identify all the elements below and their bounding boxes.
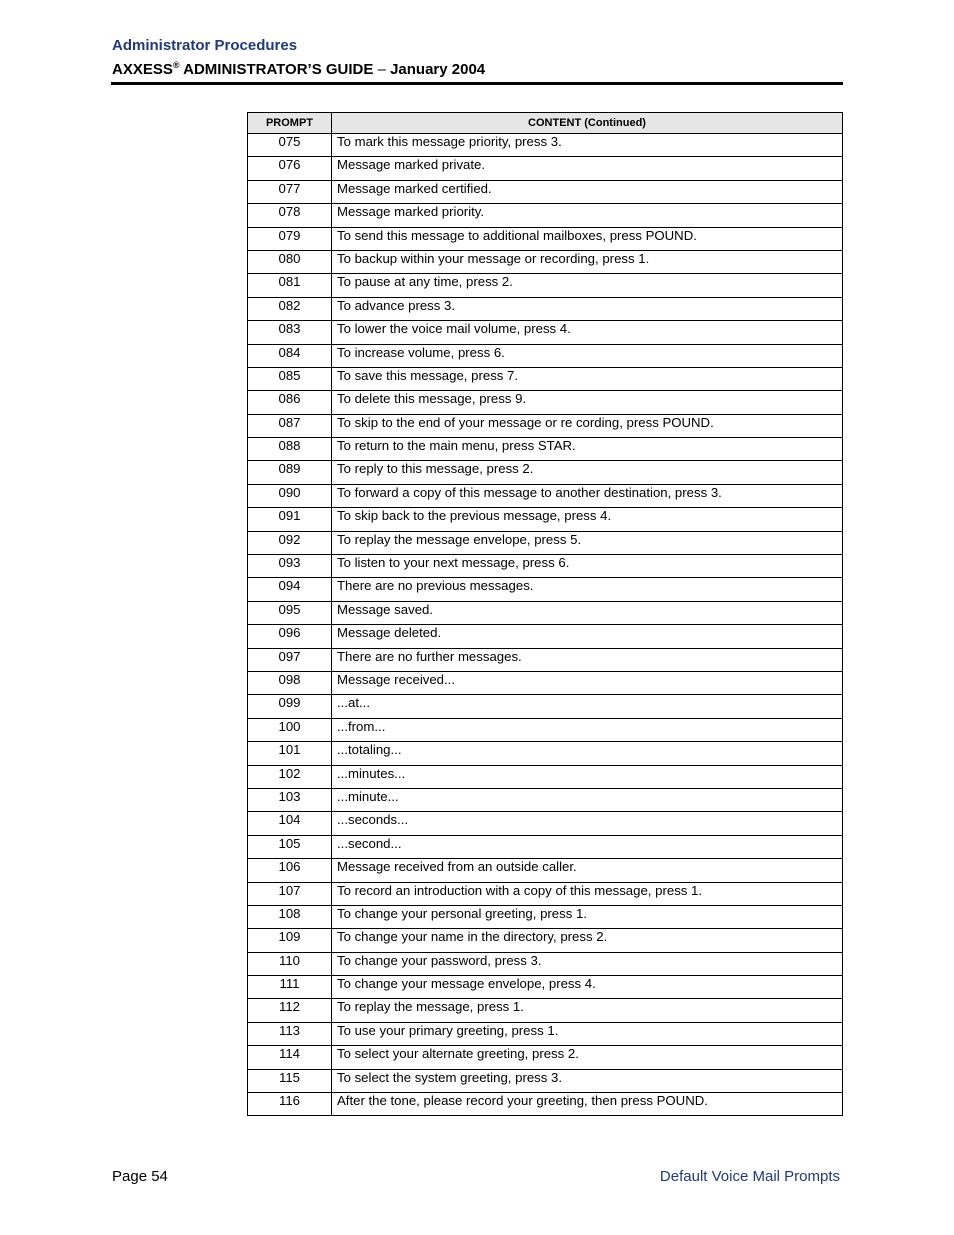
prompt-number: 112 [248, 999, 332, 1022]
table-row [248, 952, 843, 975]
prompt-content: ...minutes... [332, 765, 843, 788]
prompt-content: To mark this message priority, press 3. [332, 134, 843, 157]
prompt-content: To use your primary greeting, press 1. [332, 1022, 843, 1045]
table-row [248, 438, 843, 461]
prompt-number: 102 [248, 765, 332, 788]
table-row [248, 1093, 843, 1116]
table-row [248, 929, 843, 952]
prompt-content: Message received from an outside caller. [332, 859, 843, 882]
prompt-number: 078 [248, 204, 332, 227]
table-row [248, 531, 843, 554]
footer-section-name: Default Voice Mail Prompts [659, 1168, 840, 1185]
table-row [248, 835, 843, 858]
table-row [248, 718, 843, 741]
table-row [248, 180, 843, 203]
prompt-content: To advance press 3. [332, 297, 843, 320]
prompt-content: There are no further messages. [332, 648, 843, 671]
prompt-content: To listen to your next message, press 6. [332, 555, 843, 578]
prompt-content: ...from... [332, 718, 843, 741]
table-row [248, 601, 843, 624]
prompt-content: To select your alternate greeting, press 2. [332, 1046, 843, 1069]
prompt-number: 079 [248, 227, 332, 250]
prompt-number: 083 [248, 321, 332, 344]
prompt-content: There are no previous messages. [332, 578, 843, 601]
table-row [248, 859, 843, 882]
prompt-number: 104 [248, 812, 332, 835]
table-row [248, 227, 843, 250]
table-row [248, 555, 843, 578]
prompt-content: After the tone, please record your greeting, then press POUND. [332, 1093, 843, 1116]
prompt-number: 091 [248, 508, 332, 531]
prompt-content: ...at... [332, 695, 843, 718]
title-main: ADMINISTRATOR’S GUIDE [179, 61, 378, 78]
prompt-number: 103 [248, 788, 332, 811]
table-row [248, 625, 843, 648]
prompt-content: ...second... [332, 835, 843, 858]
table-row [248, 999, 843, 1022]
prompt-number: 111 [248, 976, 332, 999]
table-row [248, 204, 843, 227]
prompt-content: Message marked certified. [332, 180, 843, 203]
table-row [248, 274, 843, 297]
prompt-number: 085 [248, 367, 332, 390]
prompt-content: To reply to this message, press 2. [332, 461, 843, 484]
prompt-number: 107 [248, 882, 332, 905]
header-rule [111, 82, 843, 85]
table-row [248, 414, 843, 437]
prompt-number: 115 [248, 1069, 332, 1092]
prompts-table [247, 112, 843, 1116]
prompt-number: 106 [248, 859, 332, 882]
prompt-content: ...seconds... [332, 812, 843, 835]
table-row [248, 905, 843, 928]
prompt-content: To change your name in the directory, press 2. [332, 929, 843, 952]
prompt-content: To change your personal greeting, press 1. [332, 905, 843, 928]
table-row [248, 391, 843, 414]
prompt-content: To select the system greeting, press 3. [332, 1069, 843, 1092]
table-row [248, 648, 843, 671]
prompt-number: 086 [248, 391, 332, 414]
table-row [248, 882, 843, 905]
prompt-content: Message marked private. [332, 157, 843, 180]
column-header-prompt: PROMPT [248, 113, 332, 134]
prompt-number: 082 [248, 297, 332, 320]
prompt-content: To pause at any time, press 2. [332, 274, 843, 297]
table-row [248, 1046, 843, 1069]
prompt-number: 081 [248, 274, 332, 297]
table-row [248, 765, 843, 788]
table-row [248, 578, 843, 601]
column-header-content: CONTENT (Continued) [332, 113, 843, 134]
registered-mark: ® [172, 60, 180, 70]
table-header-row [248, 113, 843, 134]
prompt-number: 114 [248, 1046, 332, 1069]
prompt-content: To skip to the end of your message or re cording, press POUND. [332, 414, 843, 437]
prompt-number: 077 [248, 180, 332, 203]
prompt-content: To replay the message envelope, press 5. [332, 531, 843, 554]
prompt-number: 110 [248, 952, 332, 975]
prompt-number: 090 [248, 484, 332, 507]
table-row [248, 321, 843, 344]
prompt-content: To lower the voice mail volume, press 4. [332, 321, 843, 344]
table-row [248, 742, 843, 765]
prompt-number: 105 [248, 835, 332, 858]
table-row [248, 461, 843, 484]
prompt-number: 116 [248, 1093, 332, 1116]
prompt-number: 080 [248, 250, 332, 273]
prompt-content: Message received... [332, 671, 843, 694]
table-row [248, 976, 843, 999]
page-number: Page 54 [112, 1168, 168, 1185]
prompt-number: 113 [248, 1022, 332, 1045]
prompt-content: ...minute... [332, 788, 843, 811]
prompt-number: 089 [248, 461, 332, 484]
prompt-number: 092 [248, 531, 332, 554]
prompt-number: 095 [248, 601, 332, 624]
prompt-content: To record an introduction with a copy of this message, press 1. [332, 882, 843, 905]
prompt-content: To change your message envelope, press 4. [332, 976, 843, 999]
table-row [248, 788, 843, 811]
table-row [248, 671, 843, 694]
table-row [248, 157, 843, 180]
prompt-number: 084 [248, 344, 332, 367]
prompt-number: 099 [248, 695, 332, 718]
prompt-number: 076 [248, 157, 332, 180]
prompt-number: 087 [248, 414, 332, 437]
prompt-content: Message marked priority. [332, 204, 843, 227]
prompt-number: 088 [248, 438, 332, 461]
title-date: January 2004 [385, 61, 486, 78]
prompt-content: ...totaling... [332, 742, 843, 765]
prompt-content: To delete this message, press 9. [332, 391, 843, 414]
table-row [248, 695, 843, 718]
table-row [248, 250, 843, 273]
prompt-number: 108 [248, 905, 332, 928]
prompt-content: To save this message, press 7. [332, 367, 843, 390]
prompt-content: To replay the message, press 1. [332, 999, 843, 1022]
prompt-number: 100 [248, 718, 332, 741]
prompt-number: 101 [248, 742, 332, 765]
prompt-number: 094 [248, 578, 332, 601]
table-row [248, 134, 843, 157]
title-dash: – [377, 61, 386, 78]
prompt-number: 096 [248, 625, 332, 648]
prompt-content: Message deleted. [332, 625, 843, 648]
prompt-number: 098 [248, 671, 332, 694]
document-title [112, 60, 485, 78]
prompt-number: 097 [248, 648, 332, 671]
table-row [248, 1069, 843, 1092]
table-row [248, 484, 843, 507]
prompt-content: To increase volume, press 6. [332, 344, 843, 367]
table-row [248, 1022, 843, 1045]
prompt-content: To change your password, press 3. [332, 952, 843, 975]
table-row [248, 344, 843, 367]
table-body [248, 134, 843, 1116]
prompt-number: 109 [248, 929, 332, 952]
prompt-content: To forward a copy of this message to another destination, press 3. [332, 484, 843, 507]
prompt-content: To return to the main menu, press STAR. [332, 438, 843, 461]
section-heading: Administrator Procedures [112, 37, 298, 54]
prompt-content: To backup within your message or recording, press 1. [332, 250, 843, 273]
prompt-content: To skip back to the previous message, press 4. [332, 508, 843, 531]
table-row [248, 297, 843, 320]
prompt-number: 093 [248, 555, 332, 578]
prompt-number: 075 [248, 134, 332, 157]
prompt-content: To send this message to additional mailboxes, press POUND. [332, 227, 843, 250]
table-row [248, 812, 843, 835]
table-row [248, 508, 843, 531]
table-row [248, 367, 843, 390]
title-brand: AXXESS [112, 61, 173, 78]
prompt-content: Message saved. [332, 601, 843, 624]
